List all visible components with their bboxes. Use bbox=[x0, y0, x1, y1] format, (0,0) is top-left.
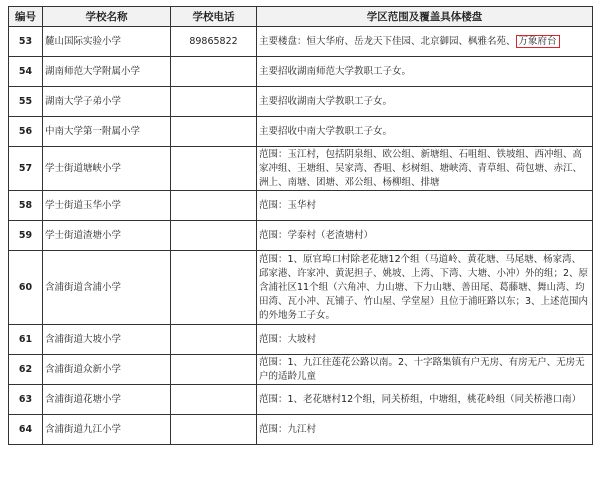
district-area: 范围：1、老花塘村12个组，同关桥组，中塘组，桃花岭组（同关桥港口南） bbox=[257, 385, 593, 415]
school-name: 学士街道玉华小学 bbox=[43, 191, 171, 221]
row-number: 58 bbox=[9, 191, 43, 221]
header-school: 学校名称 bbox=[43, 7, 171, 27]
school-name: 中南大学第一附属小学 bbox=[43, 117, 171, 147]
row-number: 57 bbox=[9, 147, 43, 191]
district-area: 主要招收湖南大学教职工子女。 bbox=[257, 87, 593, 117]
district-area: 范围：玉华村 bbox=[257, 191, 593, 221]
school-name: 湖南师范大学附属小学 bbox=[43, 57, 171, 87]
school-name: 含浦街道众新小学 bbox=[43, 355, 171, 385]
table-header-row bbox=[9, 7, 593, 27]
district-area: 主要楼盘：恒大华府、岳龙天下佳园、北京御园、枫雅名苑、 万象府台 bbox=[257, 27, 593, 57]
school-phone bbox=[171, 415, 257, 445]
school-name: 学士街道塘峡小学 bbox=[43, 147, 171, 191]
row-number: 62 bbox=[9, 355, 43, 385]
table-row bbox=[9, 325, 593, 355]
school-phone bbox=[171, 191, 257, 221]
school-phone bbox=[171, 221, 257, 251]
district-area: 主要招收中南大学教职工子女。 bbox=[257, 117, 593, 147]
district-area: 范围：1、九江往莲花公路以南。2、十字路集镇有户无房、有房无户、无房无户的适龄儿童 bbox=[257, 355, 593, 385]
school-phone bbox=[171, 355, 257, 385]
school-phone bbox=[171, 117, 257, 147]
table-row bbox=[9, 147, 593, 191]
school-phone bbox=[171, 147, 257, 191]
district-area: 范围：大坡村 bbox=[257, 325, 593, 355]
district-area: 范围：玉江村，包括阴泉组、欧公组、新塘组、石咀组、铁坡组、西冲组、高家冲组、王塘组、吴家湾、香咀、杉树组、塘峡湾、青草组、荷包塘、赤江、洲上、南塘、团塘、邓公组、杨柳组、排塘 bbox=[257, 147, 593, 191]
table-row bbox=[9, 415, 593, 445]
table-row bbox=[9, 385, 593, 415]
table-row bbox=[9, 251, 593, 325]
school-name: 学士街道渣塘小学 bbox=[43, 221, 171, 251]
school-name: 湖南大学子弟小学 bbox=[43, 87, 171, 117]
district-area: 范围：1、原官埠口村除老花塘12个组（马道岭、黄花塘、马尾塘、杨家湾、邱家港、许家冲、黄泥担子、姚坡、上湾、下湾、大塘、小冲）外的组；2、原含浦社区11个组（六角冲、力山塘、下力山塘、善田尾、葛藤塘、舞山湾、均田湾、瓦小冲、瓦铺子、竹山屋、学堂屋）且位于浦旺路以东；3、上述范围内的外地务工子女。 bbox=[257, 251, 593, 325]
row-number: 55 bbox=[9, 87, 43, 117]
school-phone: 89865822 bbox=[171, 27, 257, 57]
row-number: 54 bbox=[9, 57, 43, 87]
table-row bbox=[9, 57, 593, 87]
school-district-table bbox=[8, 6, 593, 445]
district-area: 主要招收湖南师范大学教职工子女。 bbox=[257, 57, 593, 87]
school-phone bbox=[171, 251, 257, 325]
row-number: 59 bbox=[9, 221, 43, 251]
table-row bbox=[9, 87, 593, 117]
school-phone bbox=[171, 385, 257, 415]
district-area: 范围：九江村 bbox=[257, 415, 593, 445]
table-body bbox=[9, 27, 593, 445]
table-row bbox=[9, 191, 593, 221]
row-number: 53 bbox=[9, 27, 43, 57]
row-number: 60 bbox=[9, 251, 43, 325]
table-row bbox=[9, 27, 593, 57]
row-number: 63 bbox=[9, 385, 43, 415]
row-number: 56 bbox=[9, 117, 43, 147]
school-name: 含浦街道含浦小学 bbox=[43, 251, 171, 325]
school-name: 含浦街道九江小学 bbox=[43, 415, 171, 445]
header-phone: 学校电话 bbox=[171, 7, 257, 27]
row-number: 64 bbox=[9, 415, 43, 445]
table-row bbox=[9, 355, 593, 385]
school-phone bbox=[171, 87, 257, 117]
header-area: 学区范围及覆盖具体楼盘 bbox=[257, 7, 593, 27]
highlighted-estate: 万象府台 bbox=[516, 35, 560, 48]
school-name: 含浦街道花塘小学 bbox=[43, 385, 171, 415]
table-row bbox=[9, 117, 593, 147]
row-number: 61 bbox=[9, 325, 43, 355]
school-phone bbox=[171, 325, 257, 355]
school-name: 含浦街道大坡小学 bbox=[43, 325, 171, 355]
district-area: 范围：学泰村（老渣塘村） bbox=[257, 221, 593, 251]
table-row bbox=[9, 221, 593, 251]
school-name: 麓山国际实验小学 bbox=[43, 27, 171, 57]
school-phone bbox=[171, 57, 257, 87]
header-no: 编号 bbox=[9, 7, 43, 27]
